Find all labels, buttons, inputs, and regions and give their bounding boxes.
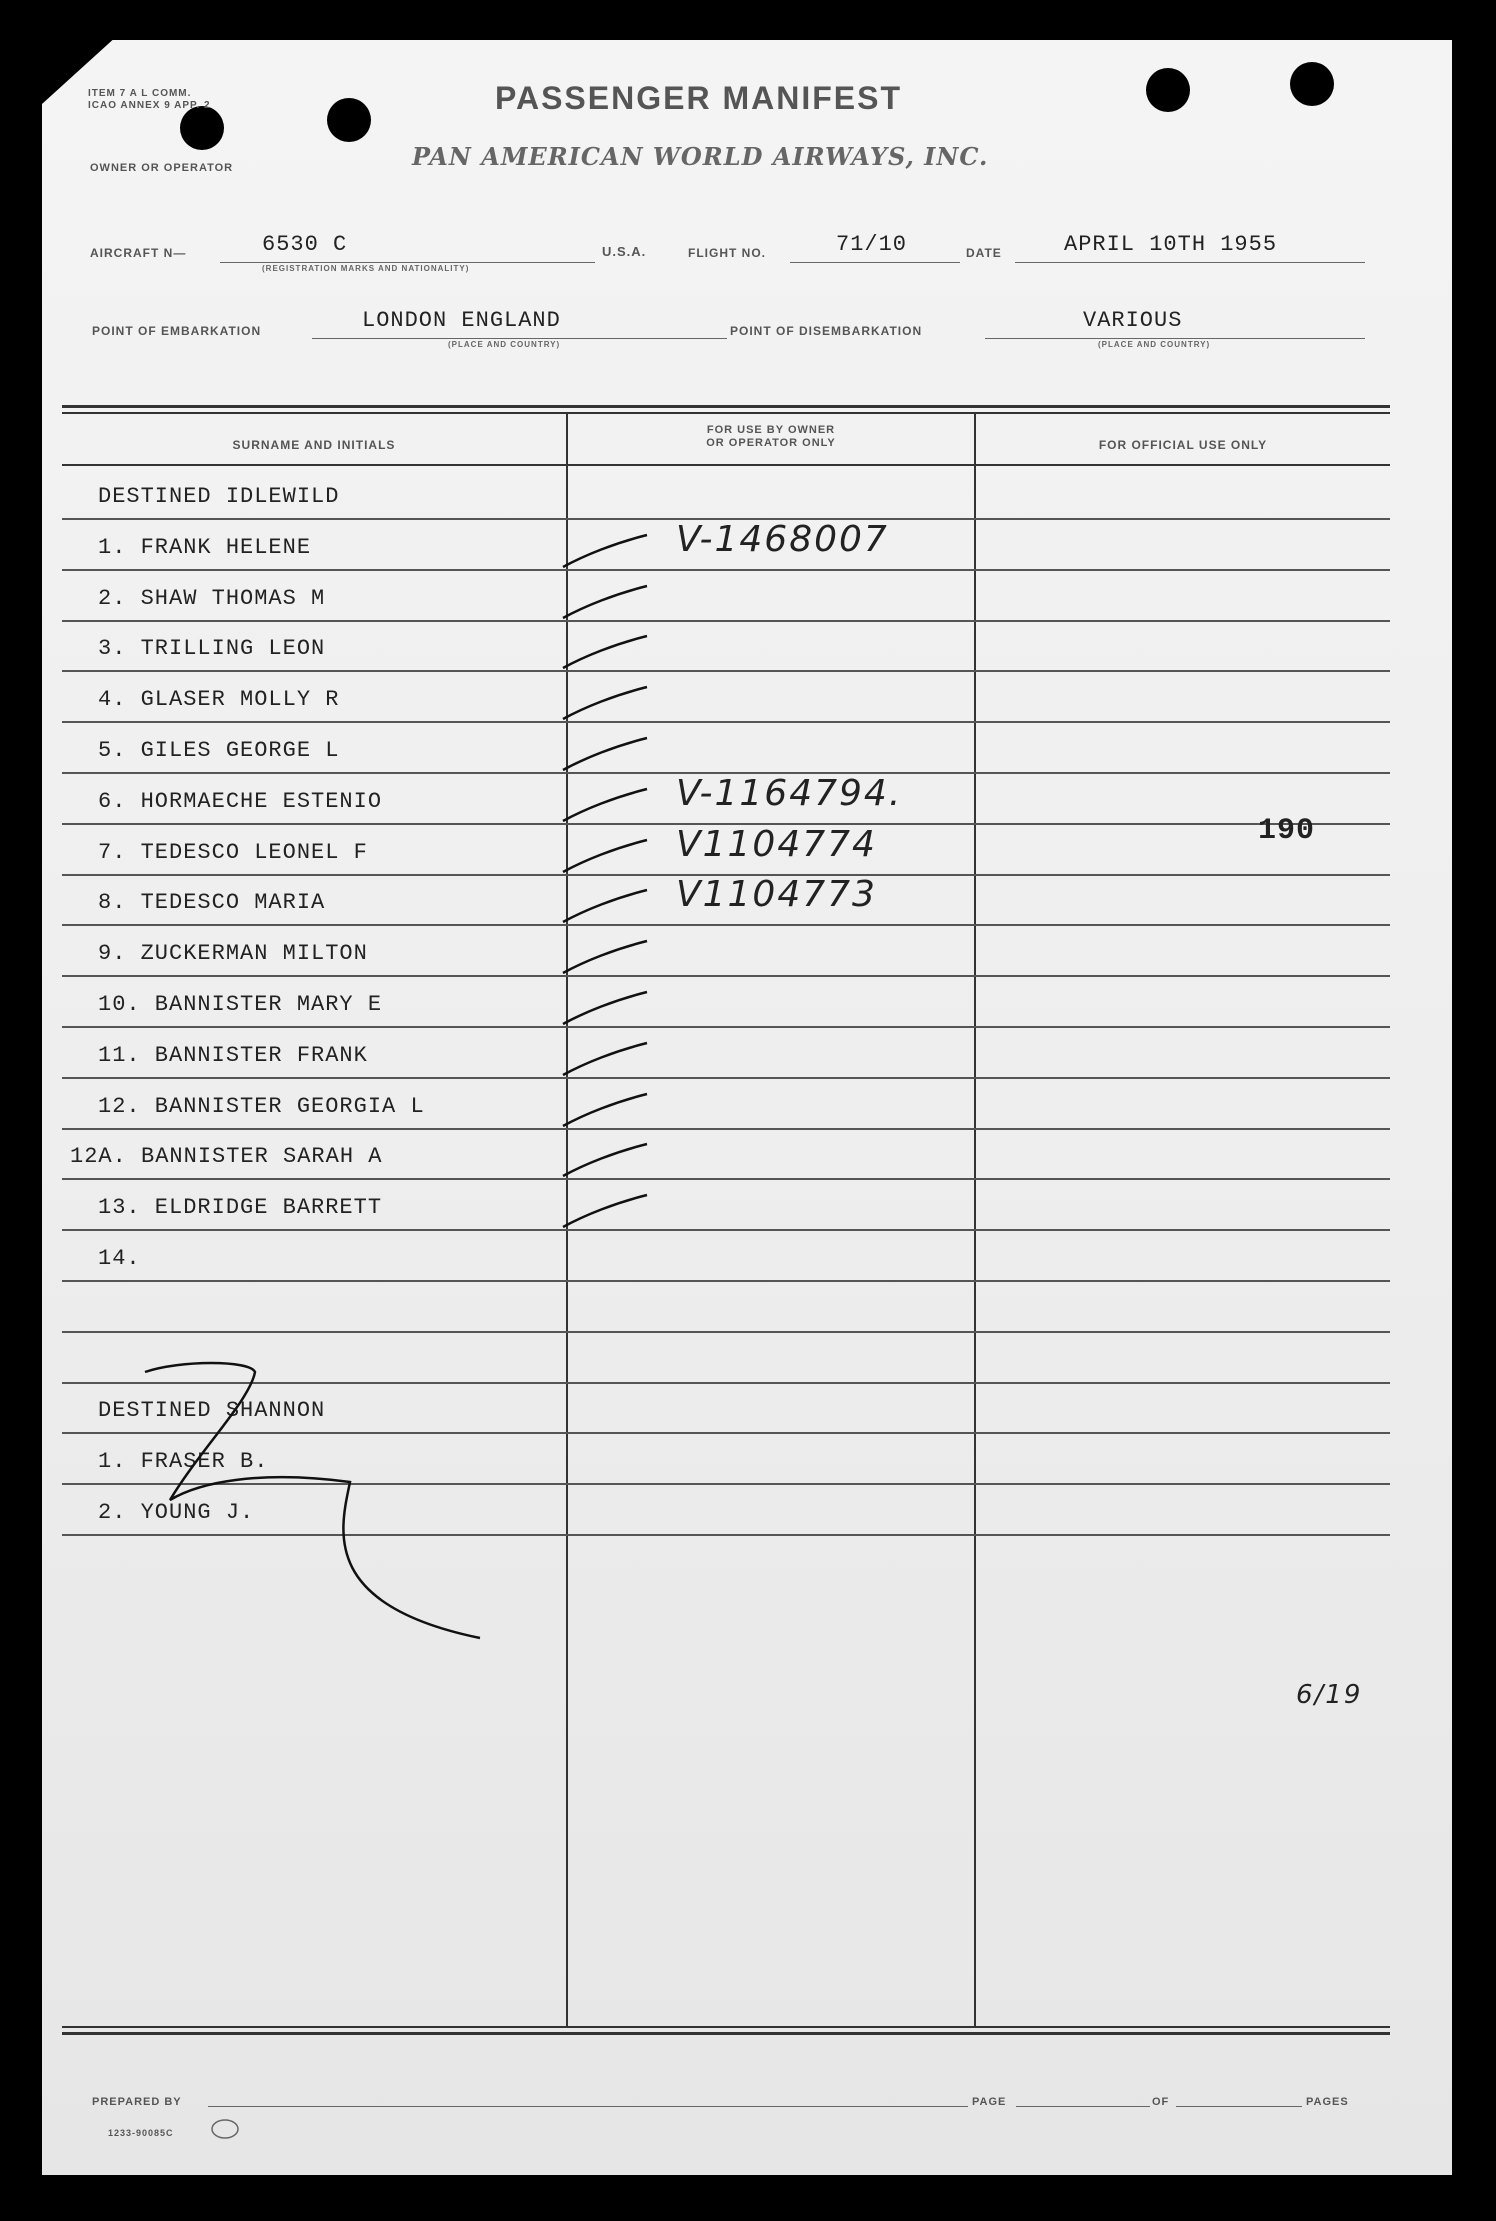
visa-number: V1104773 bbox=[676, 874, 877, 916]
row-rule bbox=[62, 1280, 1390, 1282]
passenger-name: 1. FRANK HELENE bbox=[98, 534, 312, 560]
check-mark-icon bbox=[555, 986, 655, 1036]
passenger-name: 6. HORMAECHE ESTENIO bbox=[98, 788, 383, 814]
page-title: PASSENGER MANIFEST bbox=[495, 80, 902, 116]
pages-label: PAGES bbox=[1306, 2096, 1349, 2108]
official-column-header: FOR OFFICIAL USE ONLY bbox=[1098, 438, 1268, 452]
passenger-name: 2. SHAW THOMAS M bbox=[98, 585, 326, 611]
table-bottom-rule bbox=[62, 2026, 1390, 2028]
row-rule bbox=[62, 1128, 1390, 1130]
check-mark-icon bbox=[555, 580, 655, 630]
date-value: APRIL 10TH 1955 bbox=[1064, 232, 1278, 257]
check-mark-icon bbox=[555, 1037, 655, 1087]
owner-label: OWNER OR OPERATOR bbox=[90, 162, 234, 174]
form-reference bbox=[88, 88, 211, 112]
punch-hole bbox=[1146, 68, 1190, 112]
row-rule bbox=[62, 1026, 1390, 1028]
passenger-name: 4. GLASER MOLLY R bbox=[98, 687, 340, 713]
visa-number: V-1468007 bbox=[676, 518, 889, 560]
row-rule bbox=[62, 569, 1390, 571]
passenger-name: 5. GILES GEORGE L bbox=[98, 738, 340, 763]
header-rule bbox=[62, 464, 1390, 466]
check-mark-icon bbox=[555, 783, 655, 833]
disembarkation-value: VARIOUS bbox=[1083, 308, 1183, 333]
row-rule bbox=[62, 620, 1390, 622]
form-reference-line: ICAO ANNEX 9 APP. 2 bbox=[88, 100, 211, 111]
disembarkation-caption: (PLACE AND COUNTRY) bbox=[1098, 340, 1211, 349]
disembarkation-label: POINT OF DISEMBARKATION bbox=[730, 324, 923, 338]
embarkation-label: POINT OF EMBARKATION bbox=[92, 324, 262, 338]
row-rule bbox=[62, 975, 1390, 977]
punch-hole bbox=[327, 98, 371, 142]
check-mark-icon bbox=[555, 681, 655, 731]
visa-number: V1104774 bbox=[676, 823, 877, 865]
passenger-name: 8. TEDESCO MARIA bbox=[98, 890, 326, 916]
passenger-name: 9. ZUCKERMAN MILTON bbox=[98, 941, 368, 967]
row-rule bbox=[62, 670, 1390, 672]
of-label: OF bbox=[1152, 2096, 1170, 2108]
passenger-name: 2. YOUNG J. bbox=[98, 1500, 255, 1525]
row-rule bbox=[62, 1077, 1390, 1079]
check-mark-icon bbox=[555, 630, 655, 680]
form-number: 1233-90085C bbox=[108, 2128, 174, 2138]
page-label: PAGE bbox=[972, 2096, 1007, 2108]
owner-column-header bbox=[568, 424, 974, 450]
punch-hole bbox=[1290, 62, 1334, 106]
table-bottom-rule bbox=[62, 2032, 1390, 2035]
row-rule bbox=[62, 924, 1390, 926]
row-rule bbox=[62, 1331, 1390, 1333]
passenger-name: 1. FRASER B. bbox=[98, 1449, 269, 1475]
owner-column-header-line: FOR USE BY OWNER bbox=[706, 424, 836, 436]
row-rule bbox=[62, 1178, 1390, 1180]
check-mark-icon bbox=[555, 1138, 655, 1188]
prepared-label: PREPARED BY bbox=[92, 2096, 182, 2108]
passenger-name: 14. bbox=[98, 1246, 141, 1271]
punch-hole bbox=[180, 106, 224, 150]
owner-column-header-line: OR OPERATOR ONLY bbox=[706, 437, 836, 449]
flight-value: 71/10 bbox=[836, 232, 908, 257]
flight-label: FLIGHT NO. bbox=[688, 246, 766, 260]
row-rule bbox=[62, 1229, 1390, 1231]
aircraft-label: AIRCRAFT N— bbox=[90, 246, 187, 260]
check-mark-icon bbox=[555, 732, 655, 782]
passenger-name: 12. BANNISTER GEORGIA L bbox=[98, 1093, 425, 1119]
check-mark-icon bbox=[555, 884, 655, 934]
bracket-scribble bbox=[140, 1360, 500, 1645]
check-mark-icon bbox=[555, 834, 655, 884]
passenger-name: DESTINED IDLEWILD bbox=[98, 484, 340, 509]
visa-number: V-1164794. bbox=[676, 772, 903, 814]
table-top-rule bbox=[62, 412, 1390, 414]
aircraft-value: 6530 C bbox=[262, 232, 348, 257]
page-note: 6/19 bbox=[1296, 1680, 1363, 1710]
passenger-name: 10. BANNISTER MARY E bbox=[98, 992, 383, 1017]
registration-caption: (REGISTRATION MARKS AND NATIONALITY) bbox=[262, 264, 470, 273]
passenger-name: 3. TRILLING LEON bbox=[98, 636, 326, 662]
passenger-name: 11. BANNISTER FRANK bbox=[98, 1042, 368, 1068]
passenger-name: 12A. BANNISTER SARAH A bbox=[70, 1144, 383, 1170]
check-mark-icon bbox=[555, 1088, 655, 1138]
row-rule bbox=[62, 721, 1390, 723]
date-label: DATE bbox=[966, 246, 1002, 260]
passenger-name: DESTINED SHANNON bbox=[98, 1398, 326, 1424]
embarkation-value: LONDON ENGLAND bbox=[362, 308, 561, 333]
table-top-rule bbox=[62, 405, 1390, 408]
usa-label: U.S.A. bbox=[602, 244, 647, 259]
passenger-name: 13. ELDRIDGE BARRETT bbox=[98, 1195, 383, 1221]
check-mark-icon bbox=[555, 529, 655, 579]
official-note: 190 bbox=[1258, 814, 1316, 848]
form-reference-line: ITEM 7 A L COMM. bbox=[88, 88, 192, 99]
printer-seal-icon bbox=[210, 2118, 240, 2140]
check-mark-icon bbox=[555, 1189, 655, 1239]
surname-column-header: SURNAME AND INITIALS bbox=[232, 438, 396, 452]
column-divider bbox=[974, 412, 976, 2027]
embarkation-caption: (PLACE AND COUNTRY) bbox=[448, 340, 561, 349]
check-mark-icon bbox=[555, 935, 655, 985]
passenger-name: 7. TEDESCO LEONEL F bbox=[98, 839, 368, 865]
airline-name: PAN AMERICAN WORLD AIRWAYS, INC. bbox=[412, 142, 989, 171]
